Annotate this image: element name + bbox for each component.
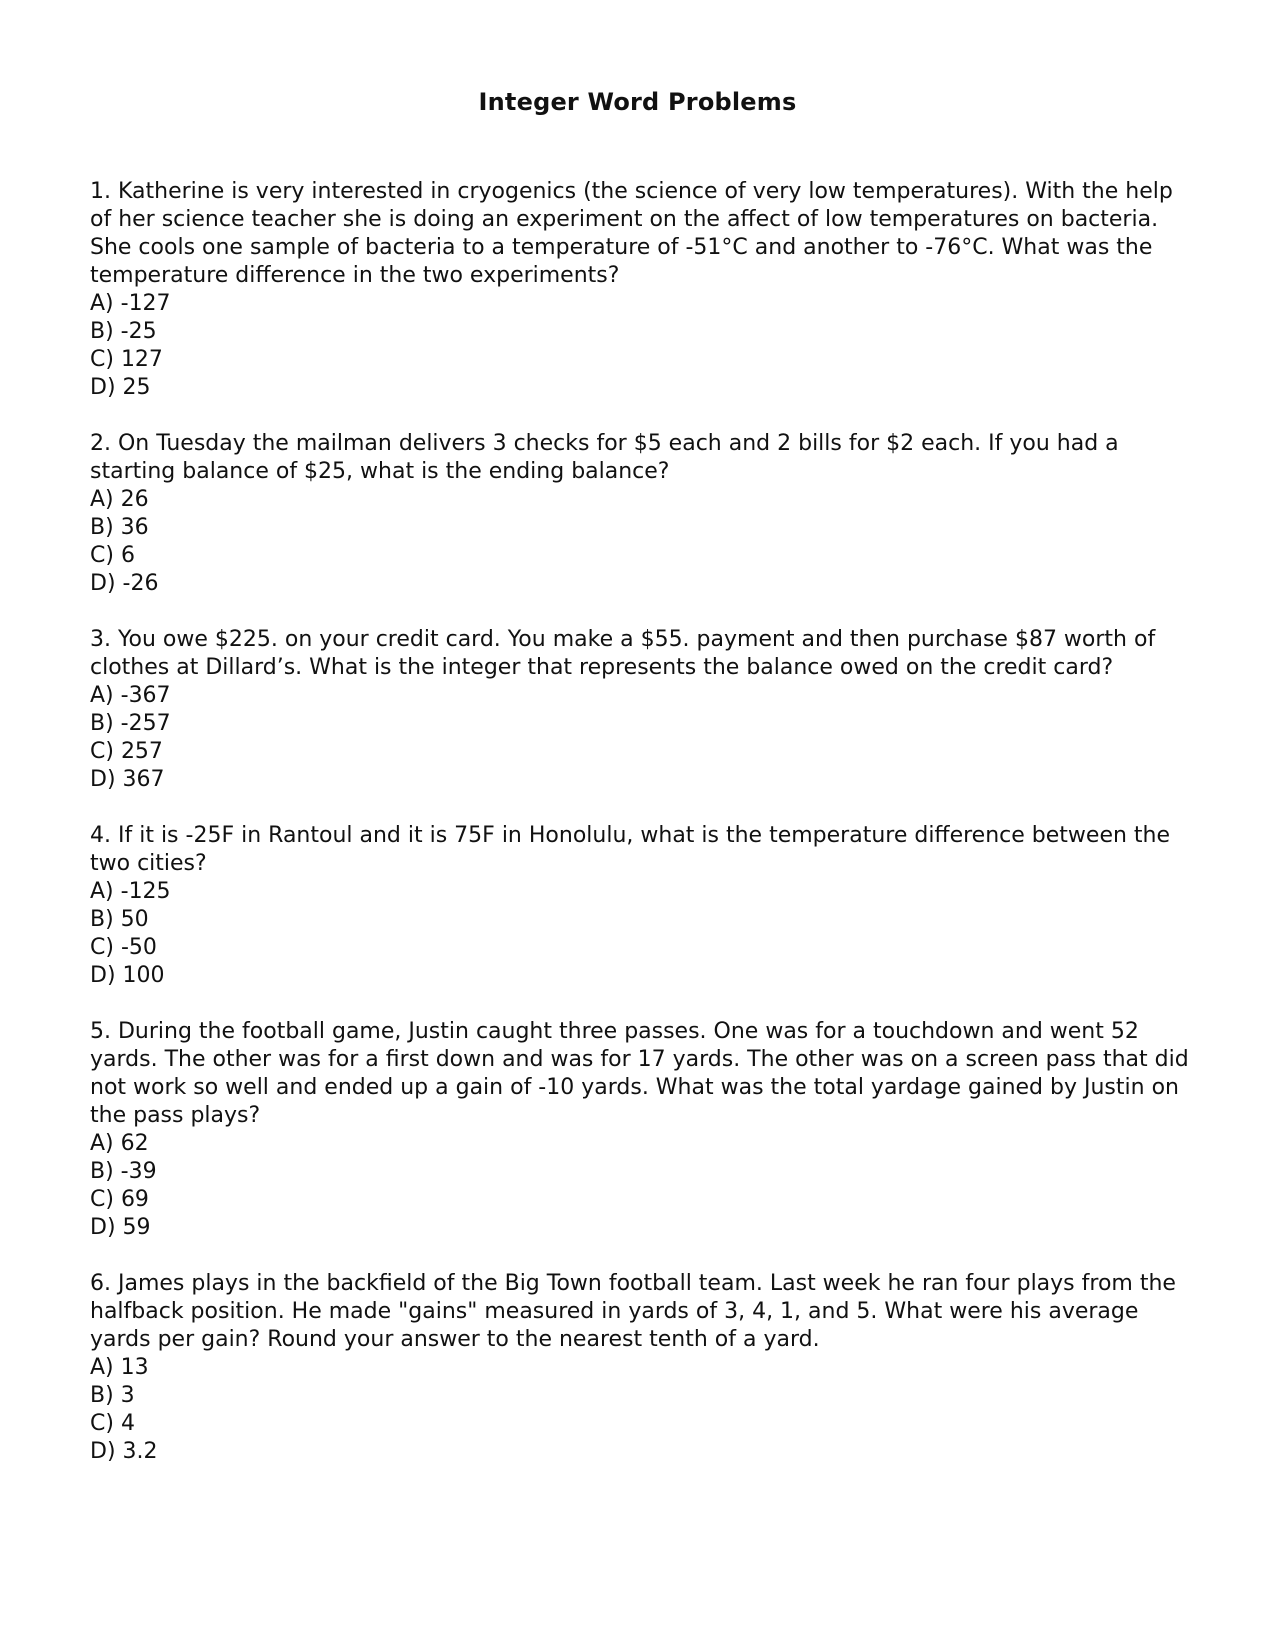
question-text: 3. You owe $225. on your credit card. You make a $55. payment and then purchase $87 worth of clothes at Dillard’s. What is the integer that represents the balance owed on the credit card? [90,627,1156,680]
answer-choice: C) 4 [90,1411,135,1436]
answer-choice: A) 62 [90,1131,149,1156]
page-title: Integer Word Problems [478,88,797,116]
answer-choice: A) 13 [90,1355,149,1380]
answer-choice: D) 367 [90,767,165,792]
question-text: 5. During the football game, Justin caught three passes. One was for a touchdown and went 52 yards. The other was for a first down and was for 17 yards. The other was on a screen pass that did not work so well and ended up a gain of -10 yards. What was the total yardage gained by Justin on the pass plays? [90,1019,1189,1128]
problem-4 [90,822,1200,990]
answer-choice: A) -125 [90,879,171,904]
answer-choice: C) 6 [90,543,135,568]
answer-choice: A) -127 [90,291,171,316]
answer-choice: A) -367 [90,683,171,708]
answer-choice: B) 3 [90,1383,135,1408]
answer-choice: C) 257 [90,739,163,764]
question-text: 1. Katherine is very interested in cryogenics (the science of very low temperatures). With the help of her science teacher she is doing an experiment on the affect of low temperatures on bacteria. She cools one sample of bacteria to a temperature of -51°C and another to -76°C. What was the temperature difference in the two experiments? [90,179,1173,288]
answer-choice: D) 59 [90,1215,151,1240]
answer-choice: D) 100 [90,963,165,988]
answer-choice: C) 69 [90,1187,149,1212]
answer-choice: B) 50 [90,907,149,932]
answer-choice: B) -257 [90,711,171,736]
question-text: 6. James plays in the backfield of the Big Town football team. Last week he ran four plays from the halfback position. He made "gains" measured in yards of 3, 4, 1, and 5. What were his average yards per gain? Round your answer to the nearest tenth of a yard. [90,1271,1176,1352]
problem-6 [90,1270,1200,1466]
answer-choice: A) 26 [90,487,149,512]
question-text: 2. On Tuesday the mailman delivers 3 checks for $5 each and 2 bills for $2 each. If you had a starting balance of $25, what is the ending balance? [90,431,1119,484]
problem-5 [90,1018,1200,1242]
problem-2 [90,430,1200,598]
answer-choice: C) 127 [90,347,163,372]
answer-choice: B) -25 [90,319,157,344]
answer-choice: D) -26 [90,571,159,596]
problem-list [90,178,1200,1494]
question-text: 4. If it is -25F in Rantoul and it is 75F in Honolulu, what is the temperature difference between the two cities? [90,823,1171,876]
problem-3 [90,626,1200,794]
problem-1 [90,178,1200,402]
answer-choice: D) 25 [90,375,151,400]
answer-choice: D) 3.2 [90,1439,158,1464]
answer-choice: B) 36 [90,515,149,540]
answer-choice: B) -39 [90,1159,157,1184]
answer-choice: C) -50 [90,935,157,960]
